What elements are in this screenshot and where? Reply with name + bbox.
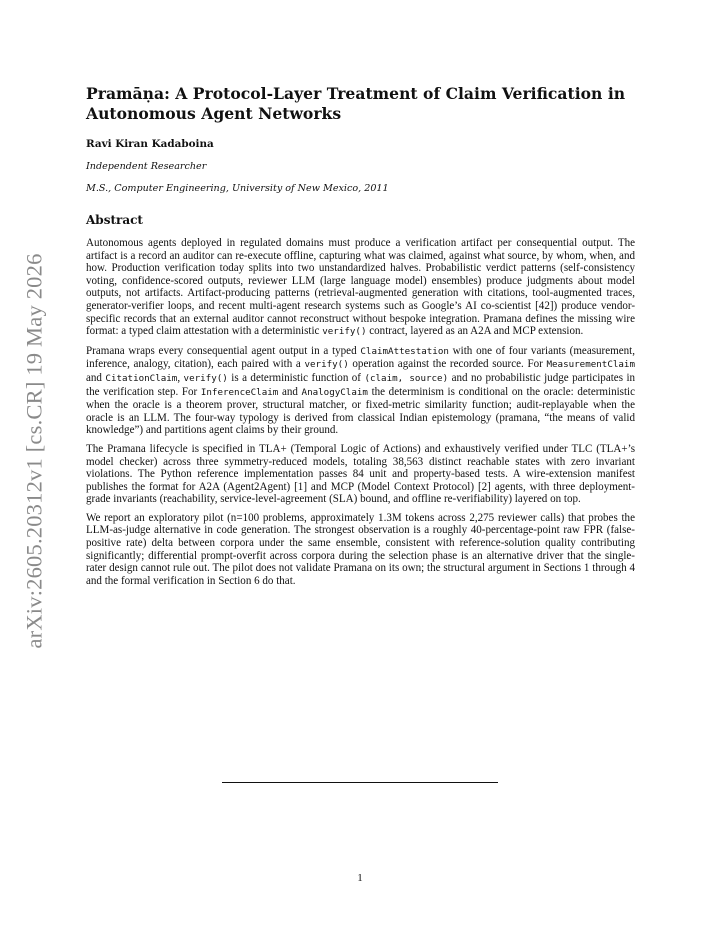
abstract-paragraph-1-end: contract, layered as an A2A and MCP extension. (369, 325, 584, 338)
abstract-paragraph-3: The Pramana lifecycle is specified in TLA+ (Temporal Logic of Actions) and exhaustively verified under TLC (TLA+’s model checker) across three symmetry-reduced models, totaling 38,563 distinct reachable states with zero invariant violations. The Python reference implementation passes 84 unit and property-based tests. A wire-extension manifest publishes the format for A2A (Agent2Agent) [1] and MCP (Model Context Protocol) [2] agents, with three deployment-grade invariants (reachability, service-level-agreement (SLA) bound, and offline re-verifiability) layered on top. (86, 442, 635, 506)
abstract-paragraph-1 (86, 237, 635, 339)
inline-code-claimattestation: ClaimAttestation (360, 345, 449, 357)
arxiv-identifier-text: arXiv:2605.20312v1 [cs.CR] 19 May 2026 (22, 253, 48, 649)
inline-code-verify: verify() (322, 326, 367, 338)
inline-code-verify: verify() (304, 359, 349, 371)
author-affiliation: Independent Researcher (86, 161, 207, 172)
p2-text-3: operation against the recorded source. For (352, 358, 543, 371)
inline-code-measurementclaim: MeasurementClaim (546, 359, 635, 371)
abstract-heading: Abstract (86, 213, 143, 227)
abstract-paragraph-4: We report an exploratory pilot (n=100 problems, approximately 1.3M tokens across 2,275 reviewer calls) that probes the LLM-as-judge alternative in code generation. The strongest observation is a roughly 40-percentage-point raw FPR (false-positive rate) delta between corpora under the same ensemble, consistent with reference-solution quality contributing significantly; differential prompt-overfit across corpora during the selection phase is an alternative driver that the single-rater design cannot rule out. The pilot does not validate Pramana on its own; the structural argument in Sections 1 through 4 and the formal verification in Section 6 do that. (86, 511, 635, 587)
p2-text-4: and (86, 371, 102, 384)
inline-code-verify: verify() (183, 372, 228, 384)
p2-text-2: with one of four variants (measurement, inference, analogy, citation), each paired with a (86, 344, 635, 371)
author-name: Ravi Kiran Kadaboina (86, 138, 214, 150)
paper-first-page (86, 84, 635, 587)
p2-text-9: the determinism is conditional on the oracle: deterministic when the oracle is a theorem prover, structural matcher, or fixed-metric similarity function; audit-replayable when the oracle is an LLM. The four-way typology is derived from classical Indian epistemology (pramana, “the means of valid knowledge”) and partitions agent claims by their ground. (86, 385, 636, 437)
inline-code-claim-source: (claim, source) (364, 372, 449, 384)
footnote-rule (222, 782, 498, 783)
page-number: 1 (357, 872, 363, 884)
abstract-paragraph-2 (86, 345, 635, 437)
author-degree: M.S., Computer Engineering, University of New Mexico, 2011 (86, 183, 389, 194)
p2-text-7: and no probabilistic judge participates in the verification step. For (86, 371, 636, 398)
p2-text-1: Pramana wraps every consequential agent output in a typed (86, 344, 357, 357)
inline-code-analogyclaim: AnalogyClaim (301, 386, 368, 398)
p2-text-5: , (177, 371, 181, 384)
p2-text-6: is a deterministic function of (231, 371, 361, 384)
inline-code-inferenceclaim: InferenceClaim (200, 386, 279, 398)
arxiv-identifier (18, 253, 52, 649)
inline-code-citationclaim: CitationClaim (105, 372, 178, 384)
p2-text-8: and (281, 385, 298, 398)
abstract-paragraph-1-text: Autonomous agents deployed in regulated domains must produce a verification artifact per consequential output. The artifact is a record an auditor can re-execute offline, capturing what was claimed, against what source, by whom, when, and how. Production verification today splits into two unstandardized halves. Probabilistic verdict patterns (self-consistency voting, confidence-scored outputs, reviewer LLM (large language model) ensembles) produce judgments about model outputs, not artifacts. Artifact-producing patterns (retrieval-augmented generation with citations, tool-augmented traces, generator-verifier loops, and recent multi-agent research systems such as Google’s AI co-scientist [42]) produce vendor-specific records that an external auditor cannot reconstruct without bespoke integration. Pramana defines the missing wire format: a typed claim attestation with a deterministic (86, 237, 635, 338)
paper-title: Pramāṇa: A Protocol-Layer Treatment of Claim Verification in Autonomous Agent Networks (86, 84, 626, 123)
